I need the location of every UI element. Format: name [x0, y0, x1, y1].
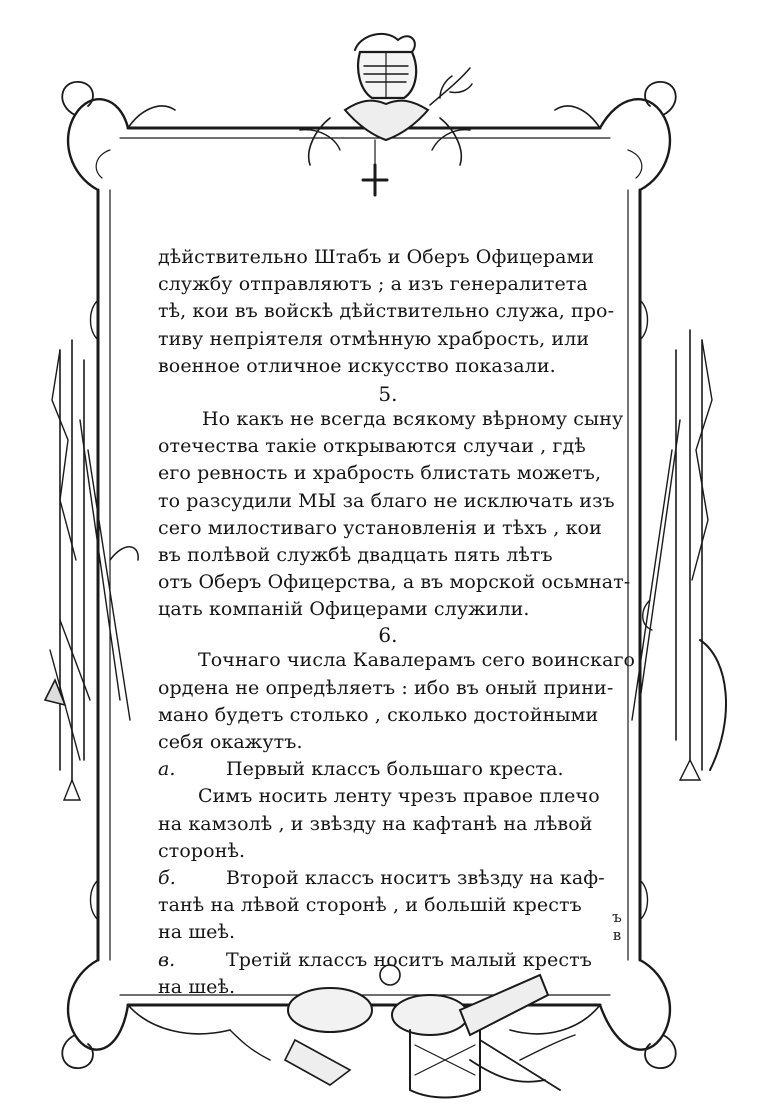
- class-letter: в.: [158, 948, 176, 971]
- helmet-crest-icon: [300, 34, 472, 195]
- class-title: Первый классъ большаго креста.: [226, 758, 564, 781]
- text-line: тиву непріятеля отмѣнную храбрость, или: [158, 327, 590, 350]
- text-line: на шеѣ.: [158, 975, 236, 998]
- text-line: тѣ, кои въ войскѣ дѣйствительно служа, про-: [158, 300, 615, 323]
- section-number: 5.: [378, 381, 398, 406]
- text-line: танѣ на лѣвой сторонѣ , и большій крестъ: [158, 894, 582, 917]
- text-line: Третій классъ носитъ малый крестъ: [226, 948, 592, 971]
- class-letter: а.: [158, 758, 176, 781]
- catchword-top: ъ: [612, 908, 622, 926]
- text-line: сторонѣ.: [158, 839, 246, 862]
- text-line: на камзолѣ , и звѣзду на кафтанѣ на лѣвой: [158, 812, 593, 835]
- text-line: то разсудили МЫ за благо не исключать изъ: [158, 489, 615, 512]
- text-line: службу отправляютъ ; а изъ генералитета: [158, 273, 588, 296]
- text-line: отъ Оберъ Офицерства, а въ морской осьмнат-: [158, 571, 631, 594]
- text-line: ордена не опредѣляетъ : ибо въ оный прини-: [158, 676, 614, 699]
- right-weapons-trophy-icon: [632, 330, 726, 780]
- text-line: мано будетъ столько , сколько достойными: [158, 703, 599, 726]
- left-weapons-trophy-icon: [45, 340, 138, 800]
- text-line: Симъ носить ленту чрезъ правое плечо: [198, 785, 600, 808]
- class-heading: [158, 947, 618, 974]
- section-number: 6.: [378, 623, 398, 648]
- text-line: въ полѣвой службѣ двадцать пять лѣтъ: [158, 543, 553, 566]
- document-text-block: [158, 244, 636, 1001]
- text-line: военное отличное искусство показали.: [158, 354, 556, 377]
- text-line: его ревность и храбрость блистать можетъ,: [158, 462, 602, 485]
- text-line: Но какъ не всегда всякому вѣрному сыну: [202, 407, 624, 430]
- class-letter: б.: [158, 866, 176, 889]
- text-line: Второй классъ носитъ звѣзду на каф-: [226, 866, 605, 889]
- text-line: цать компаній Офицерами служили.: [158, 598, 530, 621]
- text-line: дѣйствительно Штабъ и Оберъ Офицерами: [158, 246, 595, 268]
- catchword: [608, 908, 626, 944]
- text-line: себя окажутъ.: [158, 731, 303, 753]
- class-heading: [158, 865, 618, 892]
- text-line: отечества такіе открываются случаи , гдѣ: [158, 435, 586, 458]
- text-line: на шеѣ.: [158, 921, 236, 944]
- class-heading: [158, 756, 618, 783]
- catchword-bottom: в: [612, 926, 622, 944]
- text-line: сего милостиваго установленія и тѣхъ , кои: [158, 516, 602, 539]
- text-line: Точнаго числа Кавалерамъ сего воинскаго: [198, 649, 636, 672]
